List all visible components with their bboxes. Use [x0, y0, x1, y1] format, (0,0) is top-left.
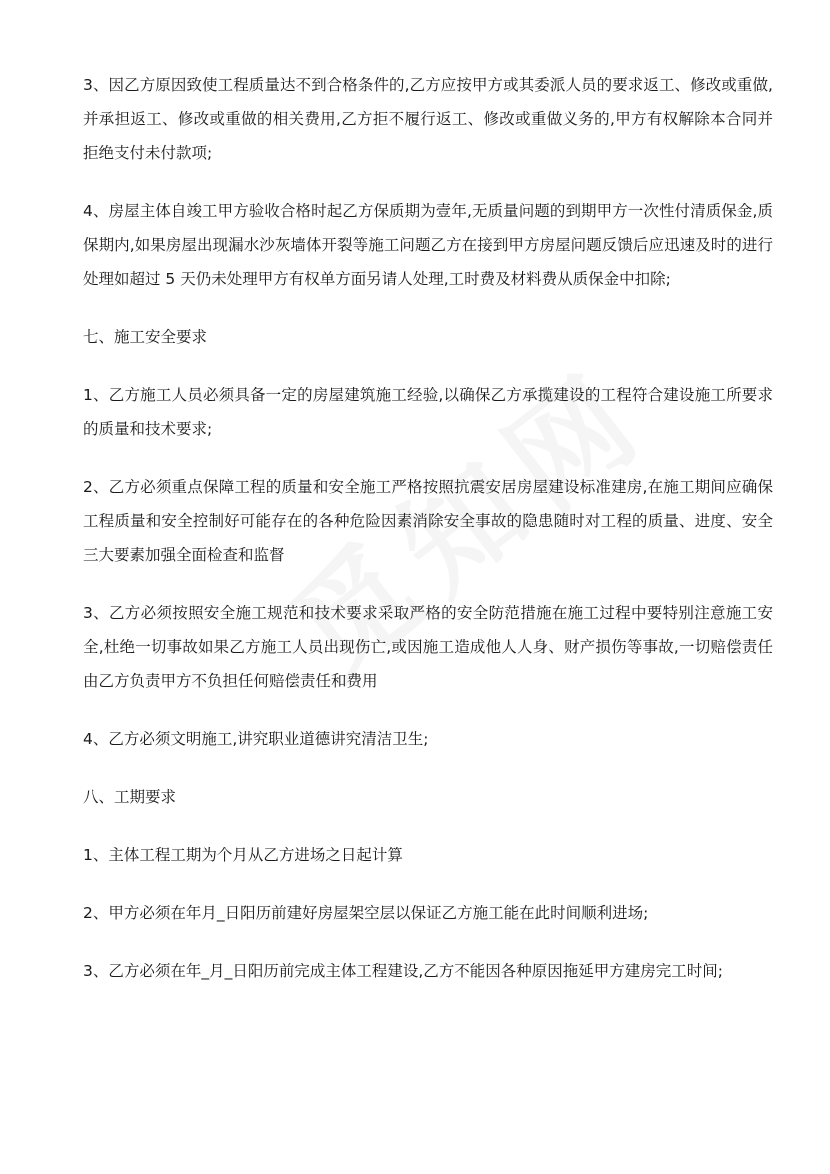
- clause-schedule-2: 2、甲方必须在年月_日阳历前建好房屋架空层以保证乙方施工能在此时间顺利进场;: [83, 904, 649, 922]
- clause-quality-rework: 3、因乙方原因致使工程质量达不到合格条件的,乙方应按甲方或其委派人员的要求返工、修改或重做,并承担返工、修改或重做的相关费用,乙方拒不履行返工、修改或重做义务的,甲方有权解除本合同并拒绝支付未付款项;: [83, 76, 773, 162]
- clause-safety-3: 3、乙方必须按照安全施工规范和技术要求采取严格的安全防范措施在施工过程中要特别注意施工安全,杜绝一切事故如果乙方施工人员出现伤亡,或因施工造成他人人身、财产损伤等事故,一切赔偿责任由乙方负责甲方不负担任何赔偿责任和费用: [83, 604, 773, 690]
- clause-schedule-1: 1、主体工程工期为个月从乙方进场之日起计算: [83, 846, 403, 864]
- clause-safety-1: 1、乙方施工人员必须具备一定的房屋建筑施工经验,以确保乙方承揽建设的工程符合建设施工所要求的质量和技术要求;: [83, 386, 773, 438]
- clause-warranty-period: 4、房屋主体自竣工甲方验收合格时起乙方保质期为壹年,无质量问题的到期甲方一次性付清质保金,质保期内,如果房屋出现漏水沙灰墙体开裂等施工问题乙方在接到甲方房屋问题反馈后应迅速及时的进行处理如超过 5 天仍未处理甲方有权单方面另请人处理,工时费及材料费从质保金中扣除;: [83, 202, 773, 288]
- clause-safety-2: 2、乙方必须重点保障工程的质量和安全施工严格按照抗震安居房屋建设标准建房,在施工期间应确保工程质量和安全控制好可能存在的各种危险因素消除安全事故的隐患随时对工程的质量、进度、安全三大要素加强全面检查和监督: [83, 478, 773, 564]
- clause-schedule-3: 3、乙方必须在年_月_日阳历前完成主体工程建设,乙方不能因各种原因拖延甲方建房完工时间;: [83, 962, 724, 980]
- section-heading-safety: 七、施工安全要求: [83, 328, 208, 346]
- document-body: [83, 68, 773, 1012]
- clause-safety-4: 4、乙方必须文明施工,讲究职业道德讲究清洁卫生;: [83, 730, 429, 748]
- section-heading-schedule: 八、工期要求: [83, 788, 177, 806]
